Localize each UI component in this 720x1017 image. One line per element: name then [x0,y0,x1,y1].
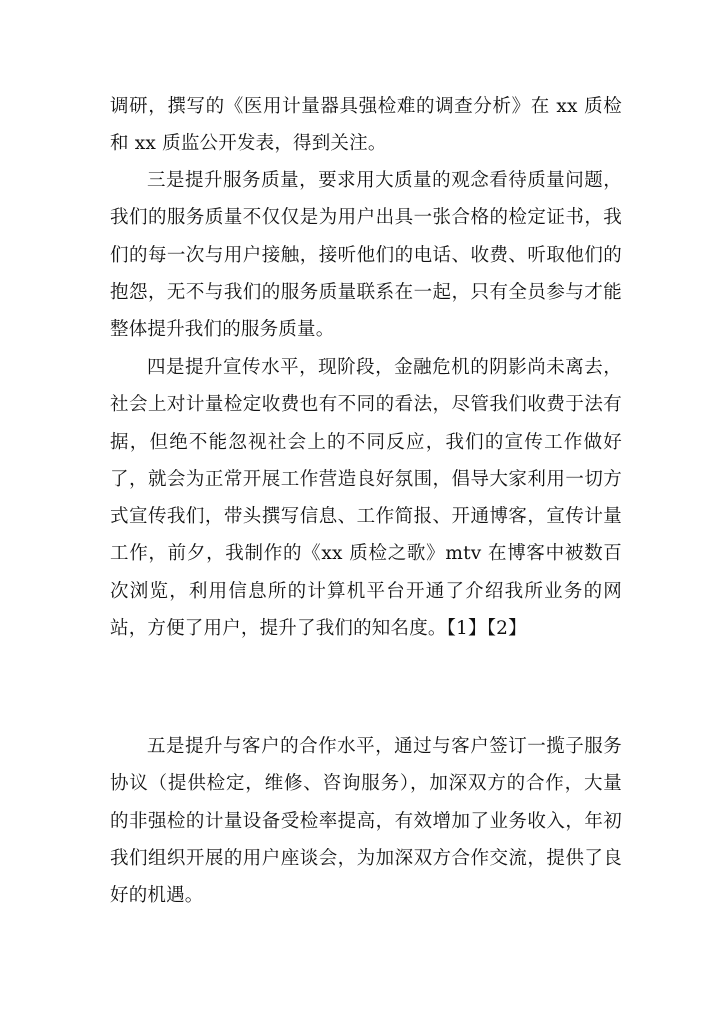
paragraph-cooperation: 五是提升与客户的合作水平，通过与客户签订一揽子服务协议（提供检定，维修、咨询服务），加深双方的合作，大量的非强检的计量设备受检率提高，有效增加了业务收入，年初我们组织开展的用户座谈会，为加深双方合作交流，提供了良好的机遇。 [110,736,622,907]
paragraph-service-quality: 三是提升服务质量，要求用大质量的观念看待质量问题，我们的服务质量不仅仅是为用户出具一张合格的检定证书，我们的每一次与用户接触，接听他们的电话、收费、听取他们的抱怨，无不与我们的服务质量联系在一起，只有全员参与才能整体提升我们的服务质量。 [110,170,622,341]
paragraph-publicity: 四是提升宣传水平，现阶段，金融危机的阴影尚未离去，社会上对计量检定收费也有不同的看法，尽管我们收费于法有据，但绝不能忽视社会上的不同反应，我们的宣传工作做好了，就会为正常开展工作营造良好氛围，倡导大家利用一切方式宣传我们，带头撰写信息、工作简报、开通博客，宣传计量工作，前夕，我制作的《xx 质检之歌》mtv 在博客中被数百次浏览，利用信息所的计算机平台开通了介绍我所业务的网站，方便了用户，提升了我们的知名度。【1】【2】 [110,357,622,640]
paragraph-continuation: 调研，撰写的《医用计量器具强检难的调查分析》在 xx 质检和 xx 质监公开发表，得到关注。 [110,96,622,155]
